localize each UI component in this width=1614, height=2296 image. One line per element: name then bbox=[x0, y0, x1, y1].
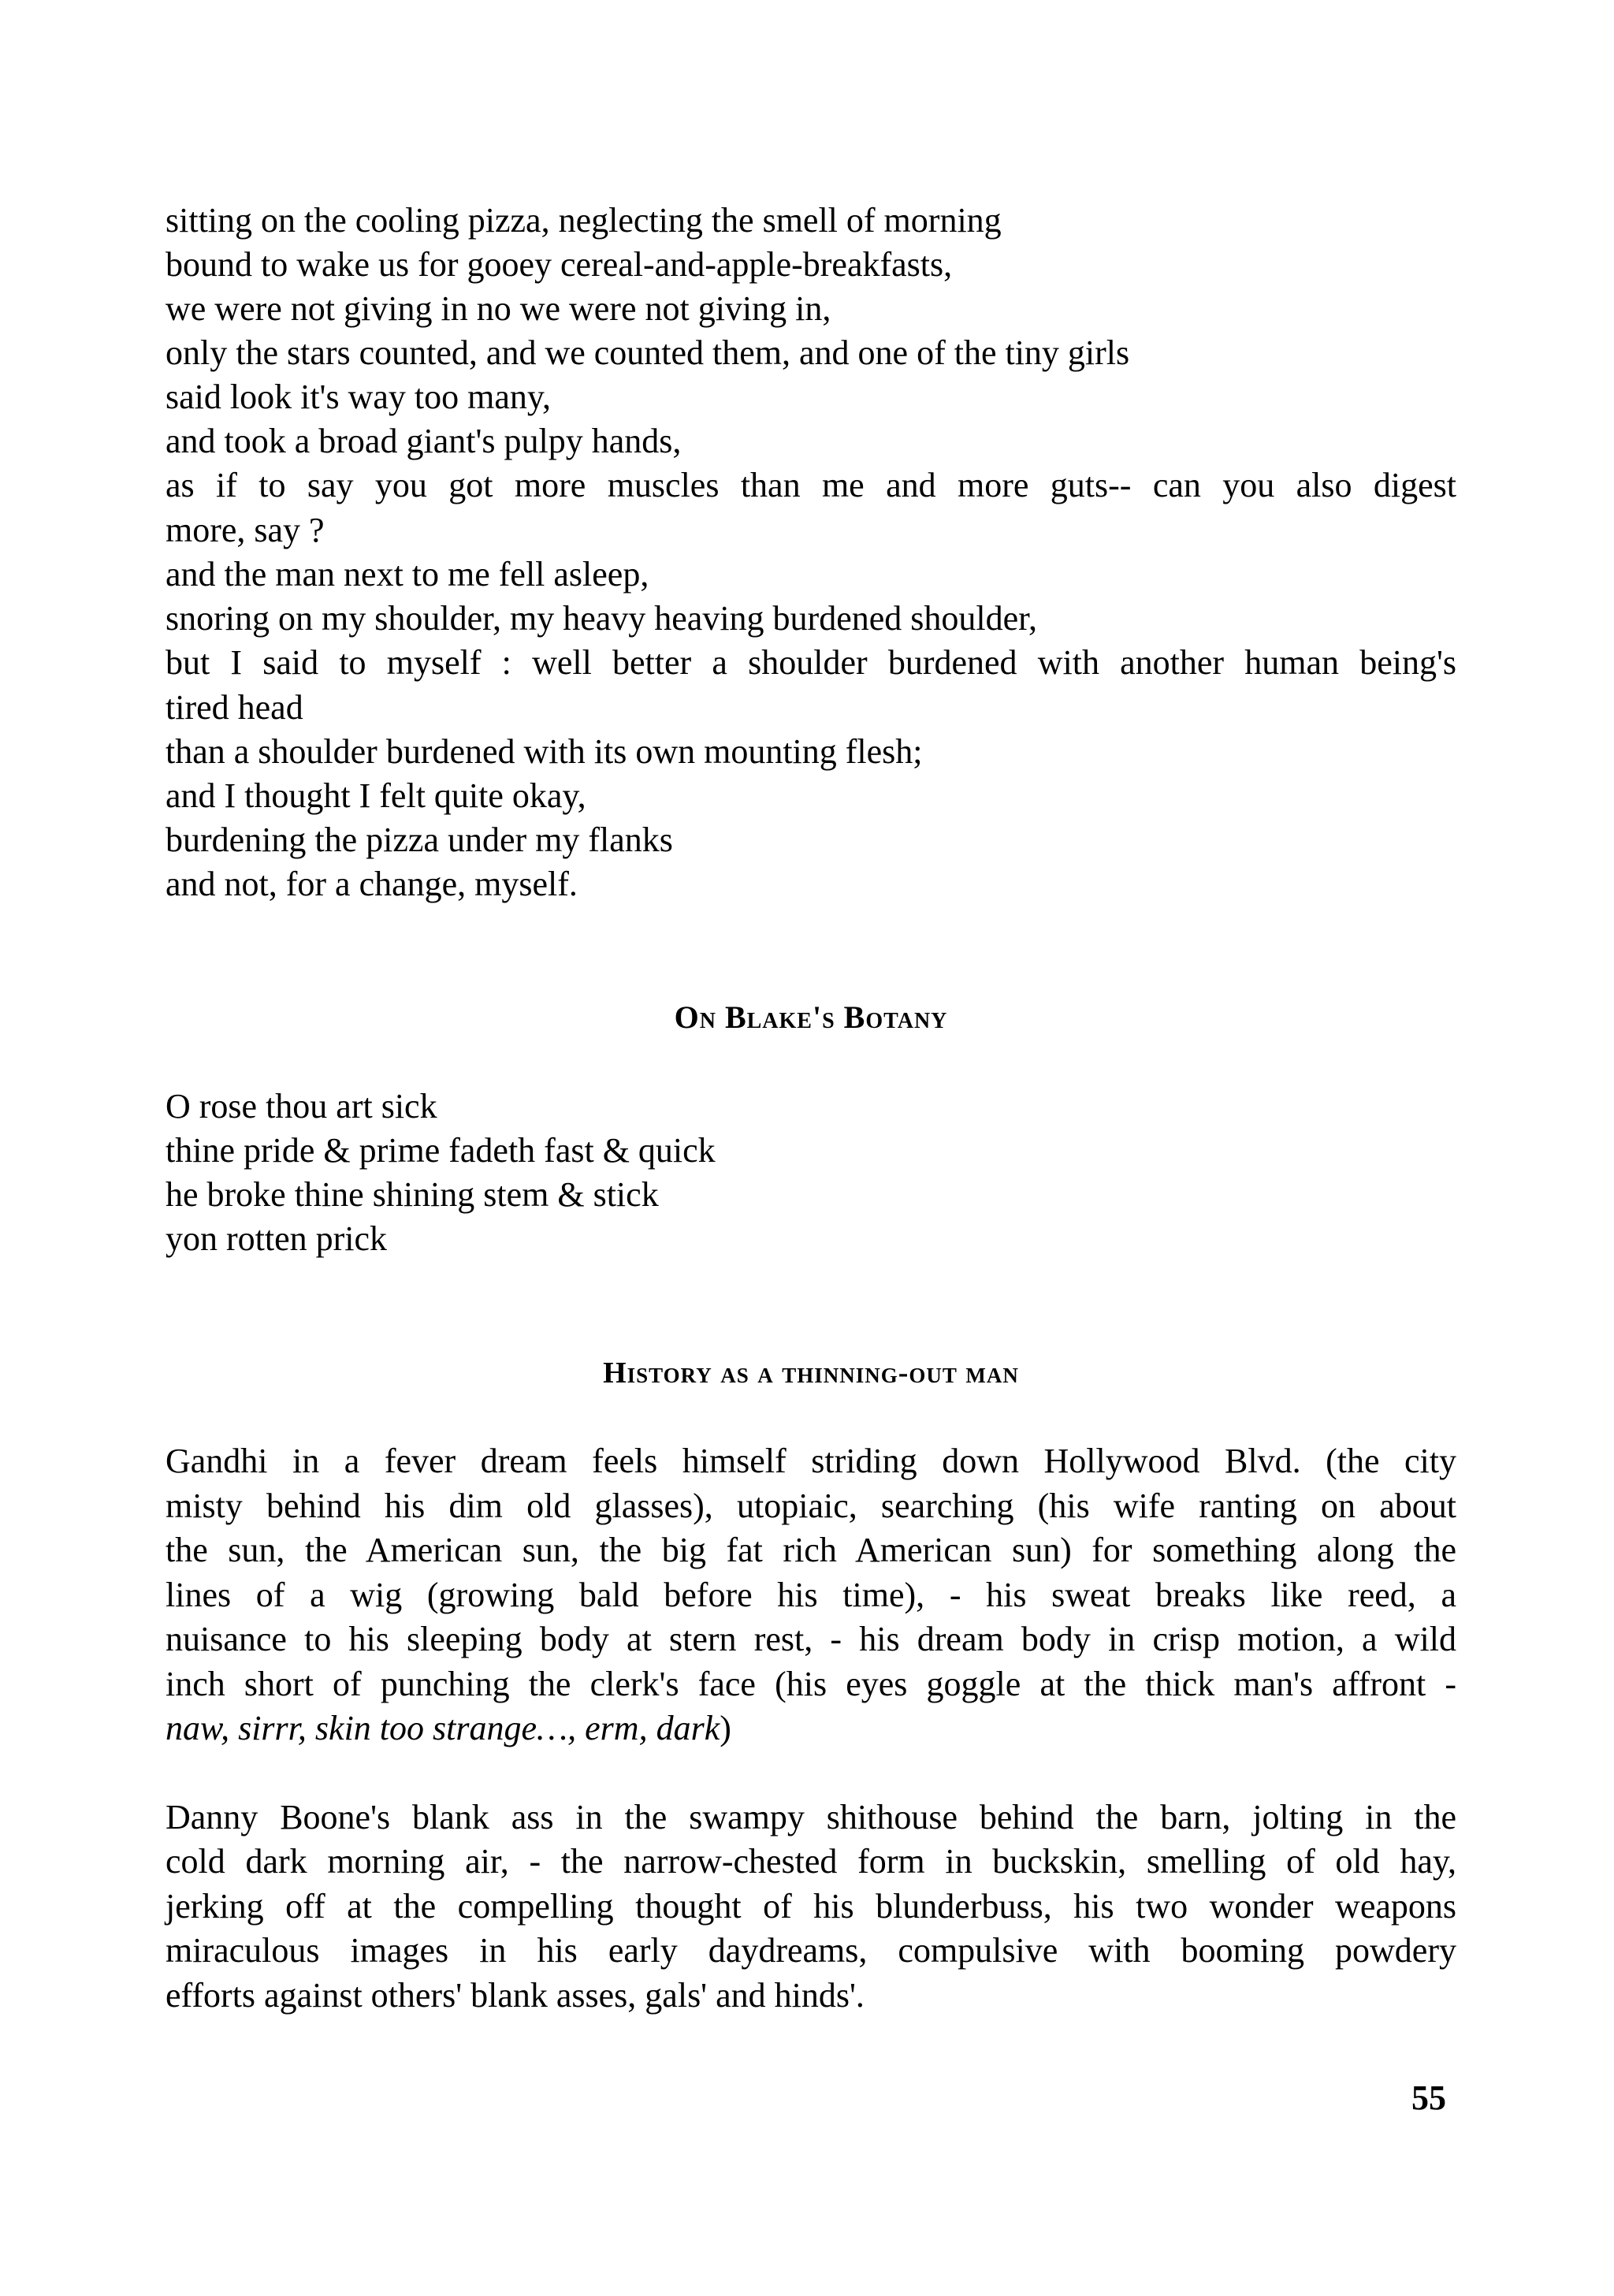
history-paragraph-2 bbox=[165, 1795, 1456, 2019]
prose-line: the sun, the American sun, the big fat rich American sun) for something along the bbox=[165, 1531, 1456, 1569]
poem-line: but I said to myself : well better a shoulder burdened with another human being's bbox=[165, 643, 1456, 682]
paragraph-gap bbox=[165, 1751, 1456, 1795]
prose-line: Danny Boone's blank ass in the swampy shithouse behind the barn, jolting in the bbox=[165, 1797, 1456, 1836]
poem-line: only the stars counted, and we counted them, and one of the tiny girls bbox=[165, 333, 1130, 372]
poem-line: O rose thou art sick bbox=[165, 1087, 437, 1126]
poem-line: sitting on the cooling pizza, neglecting the smell of morning bbox=[165, 201, 1002, 240]
poem-line: said look it's way too many, bbox=[165, 378, 552, 416]
prose-line: efforts against others' blank asses, gals' and hinds'. bbox=[165, 1975, 865, 2015]
history-paragraph-1 bbox=[165, 1439, 1456, 1751]
poem-wrapped-line bbox=[165, 641, 1456, 730]
poem-line: snoring on my shoulder, my heavy heaving burdened shoulder, bbox=[165, 599, 1038, 638]
history-poem-title: History as a thinning-out man bbox=[603, 1356, 1019, 1390]
poem-line: bound to wake us for gooey cereal-and-apple-breakfasts, bbox=[165, 245, 953, 284]
closing-paren: ) bbox=[720, 1709, 731, 1747]
prose-line: lines of a wig (growing bald before his time), - his sweat breaks like reed, a bbox=[165, 1575, 1456, 1614]
prose-line: cold dark morning air, - the narrow-chested form in buckskin, smelling of old hay, bbox=[165, 1842, 1456, 1881]
prose-line: nuisance to his sleeping body at stern rest, - his dream body in crisp motion, a wild bbox=[165, 1620, 1456, 1658]
poem-line: and took a broad giant's pulpy hands, bbox=[165, 422, 682, 460]
prose-line-italic bbox=[165, 1706, 1456, 1751]
prose-line: jerking off at the compelling thought of his blunderbuss, his two wonder weapons bbox=[165, 1886, 1456, 1926]
prose-line: miraculous images in his early daydreams, compulsive with booming powdery bbox=[165, 1931, 1456, 1970]
prose-line: inch short of punching the clerk's face (his eyes goggle at the thick man's affront - bbox=[165, 1664, 1456, 1703]
poem-line: yon rotten prick bbox=[165, 1219, 388, 1258]
page-body bbox=[165, 199, 1456, 2018]
poem-wrapped-line bbox=[165, 463, 1456, 553]
poem-line: we were not giving in no we were not giving in, bbox=[165, 289, 831, 328]
poem-line: as if to say you got more muscles than me and more guts-- can you also digest bbox=[165, 466, 1456, 504]
prose-line: misty behind his dim old glasses), utopiaic, searching (his wife ranting on about bbox=[165, 1486, 1456, 1525]
italic-quote: naw, sirrr, skin too strange…, erm, dark bbox=[165, 1709, 720, 1747]
poem-line: than a shoulder burdened with its own mounting flesh; bbox=[165, 732, 923, 771]
poem-line: and I thought I felt quite okay, bbox=[165, 776, 586, 815]
poem-line: burdening the pizza under my flanks bbox=[165, 821, 673, 859]
poem-line: and the man next to me fell asleep, bbox=[165, 555, 649, 594]
poem-line: thine pride & prime fadeth fast & quick bbox=[165, 1131, 716, 1170]
poem-line: he broke thine shining stem & stick bbox=[165, 1175, 659, 1214]
poem-line: more, say ? bbox=[165, 510, 325, 549]
prose-line: Gandhi in a fever dream feels himself striding down Hollywood Blvd. (the city bbox=[165, 1442, 1456, 1480]
poem-line: tired head bbox=[165, 687, 303, 727]
poem-continuation bbox=[165, 199, 1456, 906]
blake-poem-title: On Blake's Botany bbox=[674, 999, 948, 1035]
blake-poem bbox=[165, 1085, 1456, 1261]
poem-line: and not, for a change, myself. bbox=[165, 865, 578, 903]
page-number: 55 bbox=[1411, 2078, 1446, 2117]
